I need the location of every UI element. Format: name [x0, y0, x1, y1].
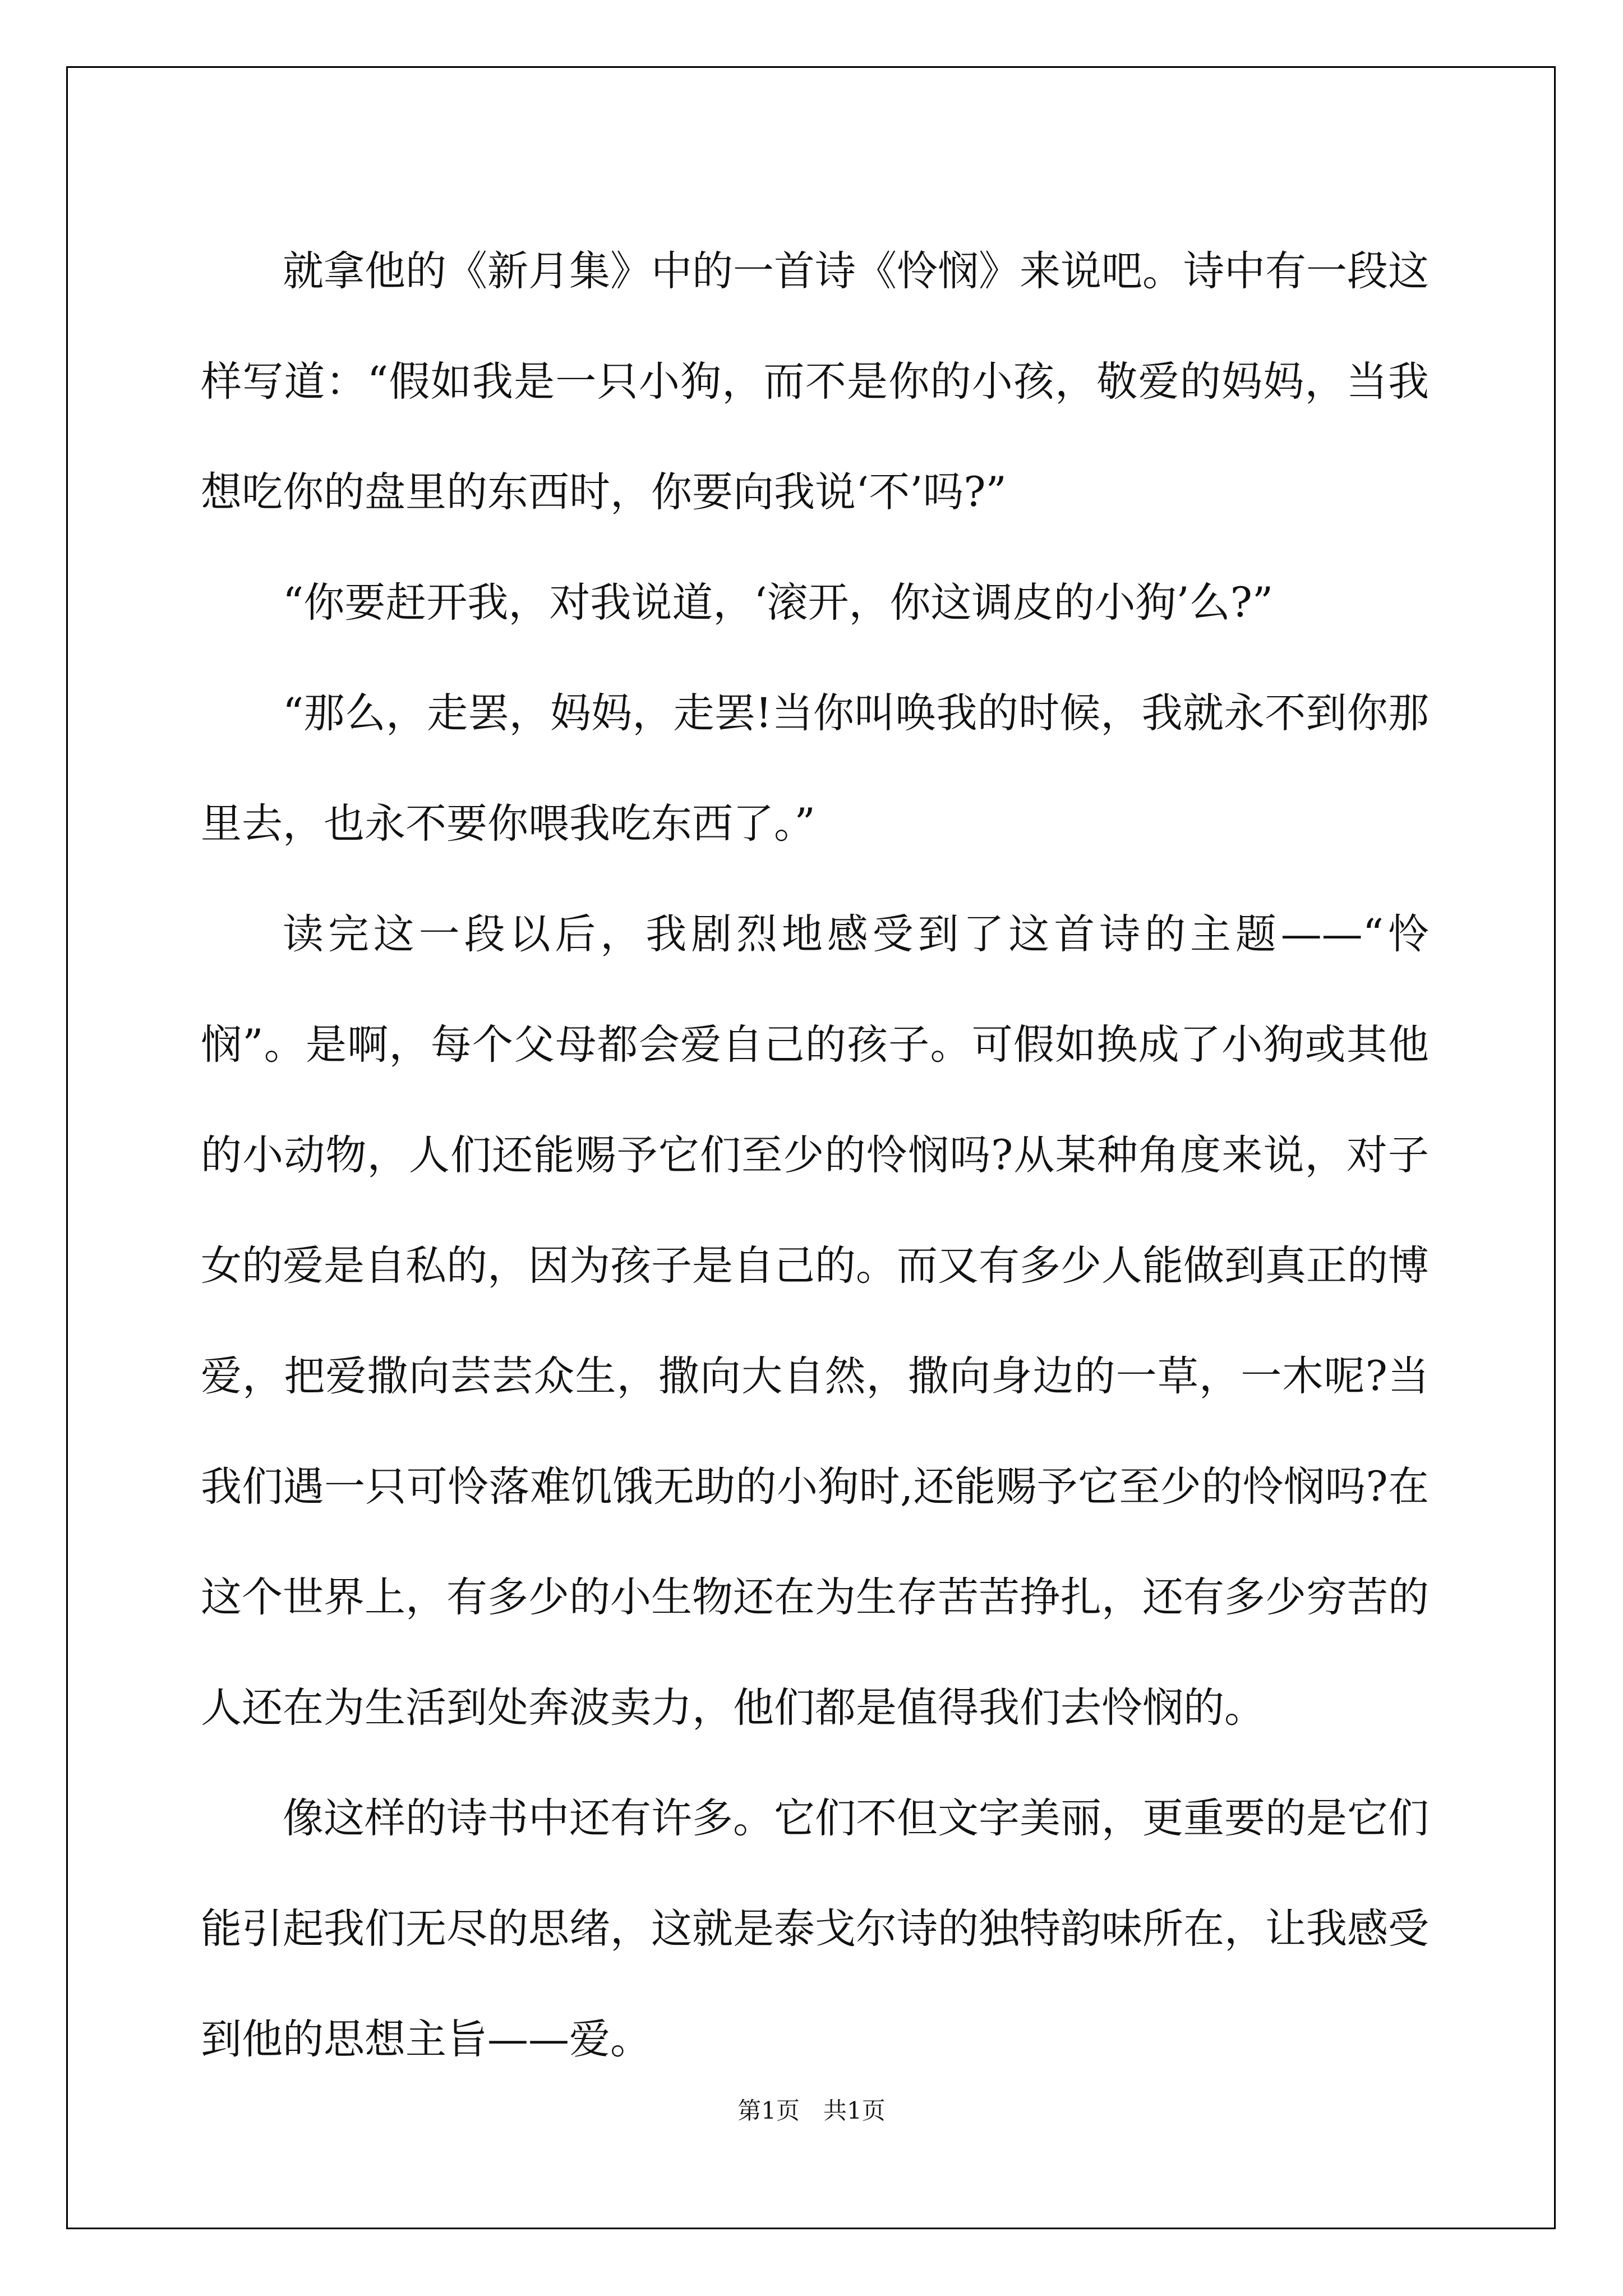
page-number-footer: 第1页 共1页: [737, 2097, 886, 2124]
paragraph-3: “那么，走罢，妈妈，走罢!当你叫唤我的时候，我就永不到你那里去，也永不要你喂我吃东西了。”: [201, 689, 1429, 848]
paragraph-5: 像这样的诗书中还有许多。它们不但文字美丽，更重要的是它们能引起我们无尽的思绪，这就是泰戈尔诗的独特韵味所在，让我感受到他的思想主旨——爱。: [201, 1795, 1429, 2063]
paragraph-1: 就拿他的《新月集》中的一首诗《怜悯》来说吧。诗中有一段这样写道：“假如我是一只小狗，而不是你的小孩，敬爱的妈妈，当我想吃你的盘里的东西时，你要向我说‘不’吗?”: [201, 247, 1429, 516]
paragraph-2: “你要赶开我，对我说道，‘滚开，你这调皮的小狗’么?”: [283, 579, 1274, 627]
document-body: [201, 216, 1429, 2095]
paragraph-4: 读完这一段以后，我剧烈地感受到了这首诗的主题——“怜悯”。是啊，每个父母都会爱自己的孩子。可假如换成了小狗或其他的小动物，人们还能赐予它们至少的怜悯吗?从某种角度来说，对子女的爱是自私的，因为孩子是自己的。而又有多少人能做到真正的博爱，把爱撒向芸芸众生，撒向大自然，撒向身边的一草，一木呢?当我们遇一只可怜落难饥饿无助的小狗时,还能赐予它至少的怜悯吗?在这个世界上，有多少的小生物还在为生存苦苦挣扎，还有多少穷苦的人还在为生活到处奔波卖力，他们都是值得我们去怜悯的。: [201, 910, 1429, 1732]
